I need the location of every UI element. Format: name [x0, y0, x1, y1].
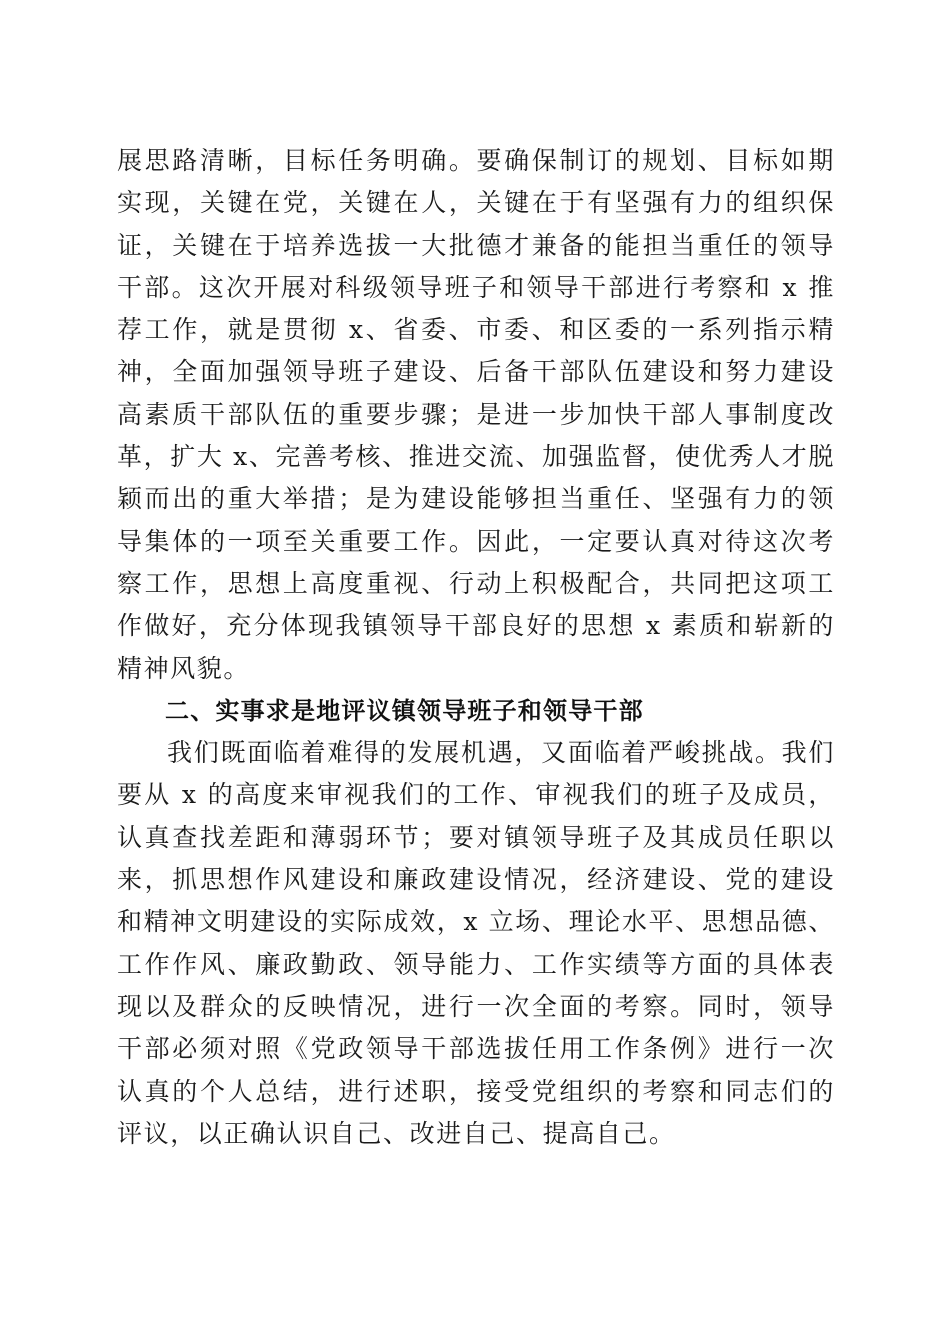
section-heading: 二、实事求是地评议镇领导班子和领导干部 — [165, 696, 644, 725]
body-paragraph: 我们既面临着难得的发展机遇，又面临着严峻挑战。我们要从 x 的高度来审视我们的工作、审视我们的班子及成员，认真查找差距和薄弱环节；要对镇领导班子及其成员任职以来，抓思想作风建设和廉政建设情况，经济建设、党的建设和精神文明建设的实际成效，x 立场、理论水平、思想品德、工作作风、廉政勤政、领导能力、工作实绩等方面的具体表现以及群众的反映情况，进行一次全面的考察。同时，领导干部必须对照《党政领导干部选拔任用工作条例》进行一次认真的个人总结，进行述职，接受党组织的考察和同志们的评议，以正确认识自己、改进自己、提高自己。 — [117, 738, 835, 1148]
body-paragraph-continued: 展思路清晰，目标任务明确。要确保制订的规划、目标如期实现，关键在党，关键在人，关键在于有坚强有力的组织保证，关键在于培养选拔一大批德才兼备的能担当重任的领导干部。这次开展对科级领导班子和领导干部进行考察和 x 推荐工作，就是贯彻 x、省委、市委、和区委的一系列指示精神，全面加强领导班子建设、后备干部队伍建设和努力建设高素质干部队伍的重要步骤；是进一步加快干部人事制度改革，扩大 x、完善考核、推进交流、加强监督，使优秀人才脱颖而出的重大举措；是为建设能够担当重任、坚强有力的领导集体的一项至关重要工作。因此，一定要认真对待这次考察工作，思想上高度重视、行动上积极配合，共同把这项工作做好，充分体现我镇领导干部良好的思想 x 素质和崭新的精神风貌。 — [117, 146, 835, 683]
document-body — [117, 140, 835, 1155]
